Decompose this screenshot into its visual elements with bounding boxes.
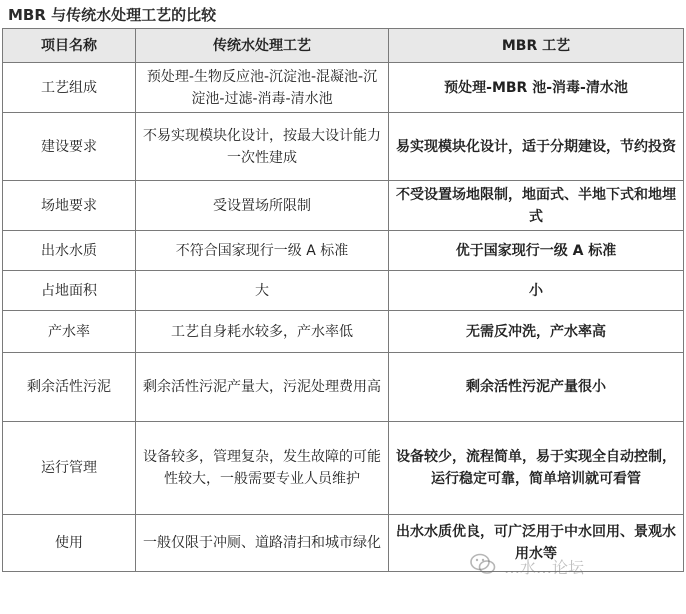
row-mbr: 出水水质优良，可广泛用于中水回用、景观水用水等 [389,515,684,572]
row-traditional: 受设置场所限制 [136,181,389,231]
table-row [3,515,684,572]
row-traditional: 大 [136,271,389,311]
row-mbr: 无需反冲洗，产水率高 [389,311,684,353]
row-traditional: 预处理-生物反应池-沉淀池-混凝池-沉淀池-过滤-消毒-清水池 [136,63,389,113]
table-row [3,181,684,231]
header-mbr: MBR 工艺 [389,29,684,63]
row-item: 场地要求 [3,181,136,231]
table-row [3,353,684,422]
row-item: 占地面积 [3,271,136,311]
row-traditional: 不符合国家现行一级 A 标准 [136,231,389,271]
row-mbr: 小 [389,271,684,311]
row-item: 运行管理 [3,422,136,515]
row-mbr: 不受设置场地限制，地面式、半地下式和地埋式 [389,181,684,231]
table-header-row [3,29,684,63]
row-traditional: 一般仅限于冲厕、道路清扫和城市绿化 [136,515,389,572]
row-mbr: 剩余活性污泥产量很小 [389,353,684,422]
row-traditional: 不易实现模块化设计，按最大设计能力一次性建成 [136,113,389,181]
row-item: 产水率 [3,311,136,353]
table-row [3,271,684,311]
row-item: 使用 [3,515,136,572]
row-mbr: 易实现模块化设计，适于分期建设，节约投资 [389,113,684,181]
header-traditional: 传统水处理工艺 [136,29,389,63]
table-row [3,63,684,113]
row-mbr: 优于国家现行一级 A 标准 [389,231,684,271]
comparison-table [2,28,684,572]
table-row [3,113,684,181]
table-row [3,311,684,353]
row-traditional: 剩余活性污泥产量大，污泥处理费用高 [136,353,389,422]
row-item: 工艺组成 [3,63,136,113]
row-traditional: 工艺自身耗水较多，产水率低 [136,311,389,353]
table-row [3,231,684,271]
watermark-text: …水…论坛 [504,558,585,577]
row-mbr: 预处理-MBR 池-消毒-清水池 [389,63,684,113]
page-title: MBR 与传统水处理工艺的比较 [8,6,217,24]
table-row [3,422,684,515]
row-item: 建设要求 [3,113,136,181]
row-item: 剩余活性污泥 [3,353,136,422]
row-mbr: 设备较少，流程简单，易于实现全自动控制，运行稳定可靠，简单培训就可看管 [389,422,684,515]
row-traditional: 设备较多，管理复杂，发生故障的可能性较大，一般需要专业人员维护 [136,422,389,515]
row-item: 出水水质 [3,231,136,271]
header-item: 项目名称 [3,29,136,63]
